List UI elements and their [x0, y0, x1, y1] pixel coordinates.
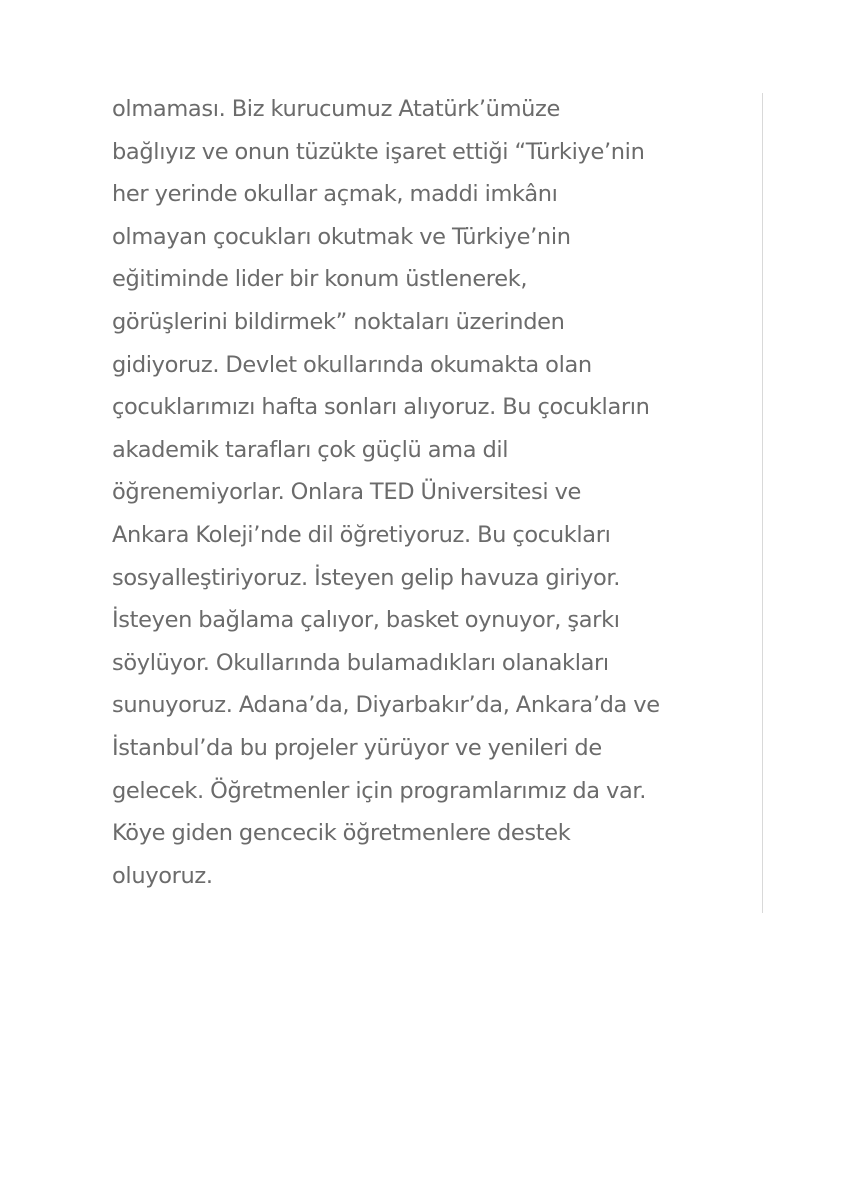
paragraph-line: akademik tarafları çok güçlü ama dil: [112, 436, 509, 463]
paragraph-line: sosyalleştiriyoruz. İsteyen gelip havuza giriyor.: [112, 564, 620, 591]
paragraph-line: eğitiminde lider bir konum üstlenerek,: [112, 266, 528, 293]
paragraph-line: görüşlerini bildirmek” noktaları üzerinden: [112, 308, 565, 335]
paragraph-line: Ankara Koleji’nde dil öğretiyoruz. Bu çocukları: [112, 521, 611, 548]
paragraph-line: olmaması. Biz kurucumuz Atatürk’ümüze: [112, 96, 560, 122]
paragraph-line: çocuklarımızı hafta sonları alıyoruz. Bu çocukların: [112, 394, 650, 421]
article-text-column: [112, 88, 762, 897]
paragraph-line: olmayan çocukları okutmak ve Türkiye’nin: [112, 223, 571, 250]
paragraph-line: Köye giden gencecik öğretmenlere destek: [112, 820, 571, 847]
paragraph-line: sunuyoruz. Adana’da, Diyarbakır’da, Ankara’da ve: [112, 692, 660, 719]
paragraph-line: oluyoruz.: [112, 862, 213, 889]
paragraph-line: gelecek. Öğretmenler için programlarımız da var.: [112, 777, 647, 804]
paragraph-line: İstanbul’da bu projeler yürüyor ve yenileri de: [112, 734, 602, 761]
paragraph-line: her yerinde okullar açmak, maddi imkânı: [112, 181, 558, 208]
paragraph-line: öğrenemiyorlar. Onlara TED Üniversitesi ve: [112, 479, 582, 506]
paragraph-line: söylüyor. Okullarında bulamadıkları olanakları: [112, 649, 609, 676]
paragraph-line: bağlıyız ve onun tüzükte işaret ettiği “Türkiye’nin: [112, 138, 645, 165]
paragraph-line: İsteyen bağlama çalıyor, basket oynuyor, şarkı: [112, 607, 620, 634]
paragraph-line: gidiyoruz. Devlet okullarında okumakta olan: [112, 351, 592, 378]
column-divider: [762, 93, 763, 913]
